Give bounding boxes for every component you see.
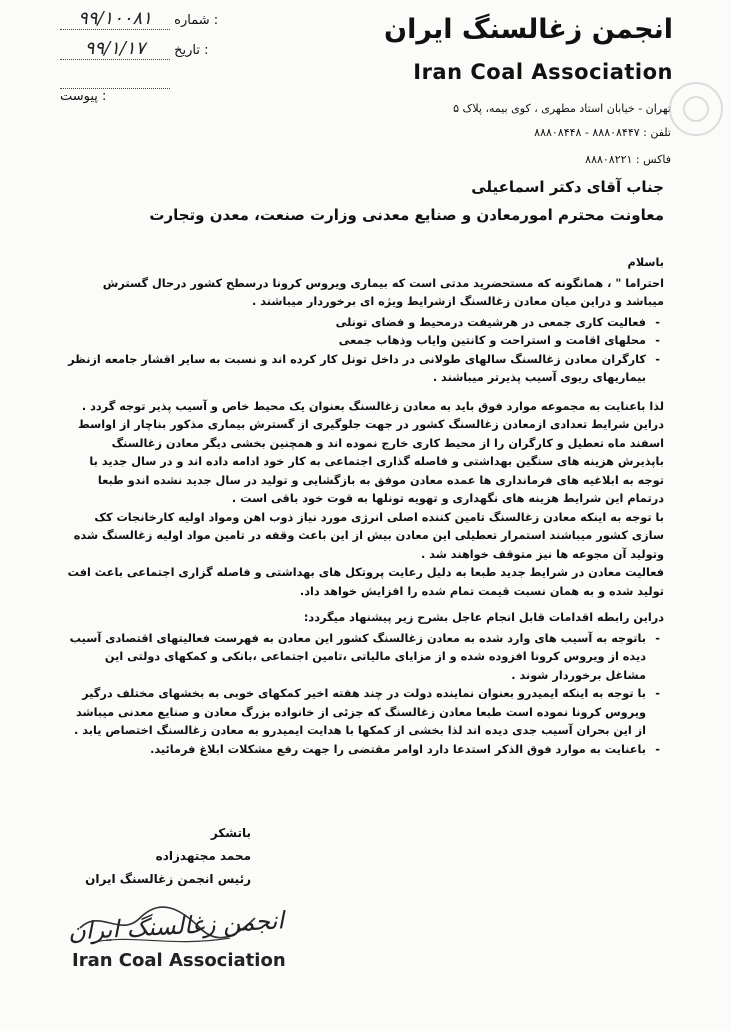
letter-date	[60, 38, 220, 60]
intro-paragraph: احتراما " ، همانگونه که مستحضرید مدتی است که بیماری ویروس کرونا درسطح کشور درحال گسترش میباشد و دراین میان معادن زغالسنگ ازشرایط ویژه ای برخوردار میباشند .	[102, 276, 664, 308]
letter-date-label: : تاریخ	[174, 43, 209, 58]
addressee-name: جناب آقای دکتر اسماعیلی	[471, 178, 664, 196]
stamp-text-fa: انجمن زغالسنگ ایران	[67, 906, 285, 946]
signature-name: محمد مجتهدزاده	[155, 849, 251, 863]
letter-date-value: ۹۹/۱/۱۷	[60, 38, 170, 60]
greeting: باسلام	[627, 256, 664, 269]
watermark-logo-icon	[669, 82, 723, 136]
org-name-en: Iran Coal Association	[413, 60, 673, 84]
list-item: - محلهای اقامت و استراحت و کانتین وایاب وذهاب جمعی	[64, 332, 646, 351]
list-item: - فعالیت کاری جمعی در هرشیفت درمحیط و فضای تونلی	[64, 314, 646, 333]
paragraph-3: با توجه به اینکه معادن زغالسنگ تامین کننده اصلی انرژی مورد نیاز ذوب اهن ومواد اولیه کارخانجات کک سازی کشور میباشند استمرار تعطیلی این معادن بیش از این باعث وقفه در تامین مواد اولیه زغالسنگ شده وتولید آن مجوعه ها نیز متوقف خواهند شد .	[73, 510, 664, 561]
letter-number-label: : شماره	[174, 13, 219, 28]
letter-number-value: ۹۹/۱۰۰۸۱	[60, 8, 170, 30]
fax: فاکس : ۸۸۸۰۸۲۲۱	[585, 153, 671, 166]
list-item: - باتوجه به آسیب های وارد شده به معادن زغالسنگ کشور این معادن به فهرست فعالیتهای اقتصادی آسیب دیده از ویروس کرونا افزوده شده و از مزایای مالیاتی ،تامین اجتماعی ،بانکی و کمکهای دولتی این مشاغل برخوردار شوند .	[64, 630, 646, 686]
signature-thanks: باتشکر	[210, 826, 251, 840]
letter-attachment	[60, 74, 220, 104]
letter-number	[60, 8, 220, 30]
paragraph-5: دراین رابطه اقدامات قابل انجام عاجل بشرح زیر پیشنهاد میگردد:	[303, 611, 664, 624]
signature-title: رئیس انجمن زغالسنگ ایران	[85, 872, 251, 886]
address: تهران - خیابان استاد مطهری ، کوی بیمه، پلاک ۵	[453, 102, 671, 115]
paragraph-4: فعالیت معادن در شرایط جدید طبعا به دلیل رعایت پروتکل های بهداشتی و فاصله گزاری اجتماعی باعث افت تولید شده و به همان نسبت قیمت تمام شده را افزایش خواهد داد.	[67, 566, 664, 598]
list-item: - با توجه به اینکه ایمیدرو بعنوان نماینده دولت در چند هفته اخیر کمکهای خوبی به بخشهای مختلف درگیر ویروس کرونا نموده است طبعا معادن زغالسنگ که جزئی از خانواده بزرگ معادن و صنایع معدنی میباشد از این بحران آسیب جدی دیده اند لذا بخشی از کمکها با هدایت ایمیدرو به معادن زغالسنگ اختصاص یابد .	[64, 685, 646, 741]
letter-attachment-label: : پیوست	[60, 89, 107, 104]
list-item: - باعنایت به موارد فوق الذکر استدعا دارد اوامر مقتضی را جهت رفع مشکلات ابلاغ فرمائید.	[64, 741, 646, 760]
paragraph-1: لذا باعنایت به مجموعه موارد فوق باید به معادن زغالسنگ بعنوان یک محیط خاص و آسیب پذیر توجه گردد .	[81, 399, 664, 413]
paragraph-2: دراین شرایط تعدادی ازمعادن زغالسنگ کشور در جهت جلوگیری از گسترش بیماری مذکور بناچار از اواسط اسفند ماه تعطیل و کارگران را از محیط کاری خارج نموده اند و همچنین بخشی دیگر معادن زغالسنگ باپذیرش هزینه های سنگین بهداشتی و فاصله گذاری اجتماعی به کار خود ادامه داده اند و در سال جدید با توجه به ابلاغیه های فرمانداری ها عمده معادن موفق به بازگشایی و تولید در سال جدید نشده اندو طبعا درتمام این شرایط هزینه های نگهداری و تهویه تونلها به قوت خود باقی است .	[77, 418, 664, 505]
org-name-fa: انجمن زغالسنگ ایران	[384, 14, 673, 45]
stamp-text-en: Iran Coal Association	[72, 950, 286, 971]
list-item: - کارگران معادن زغالسنگ سالهای طولانی در داخل تونل کار کرده اند و نسبت به سایر اقشار جامعه ازنظر بیماریهای ریوی آسیب پذیرتر میباشند .	[64, 351, 646, 388]
letter-attachment-value	[60, 74, 170, 89]
proposals-list	[64, 630, 664, 760]
conditions-list	[64, 314, 664, 388]
letter-body	[64, 254, 664, 761]
addressee-title: معاونت محترم امورمعادن و صنایع معدنی وزارت صنعت، معدن وتجارت	[149, 206, 664, 224]
phone: تلفن : ۸۸۸۰۸۴۴۷ - ۸۸۸۰۸۴۴۸	[534, 126, 671, 139]
